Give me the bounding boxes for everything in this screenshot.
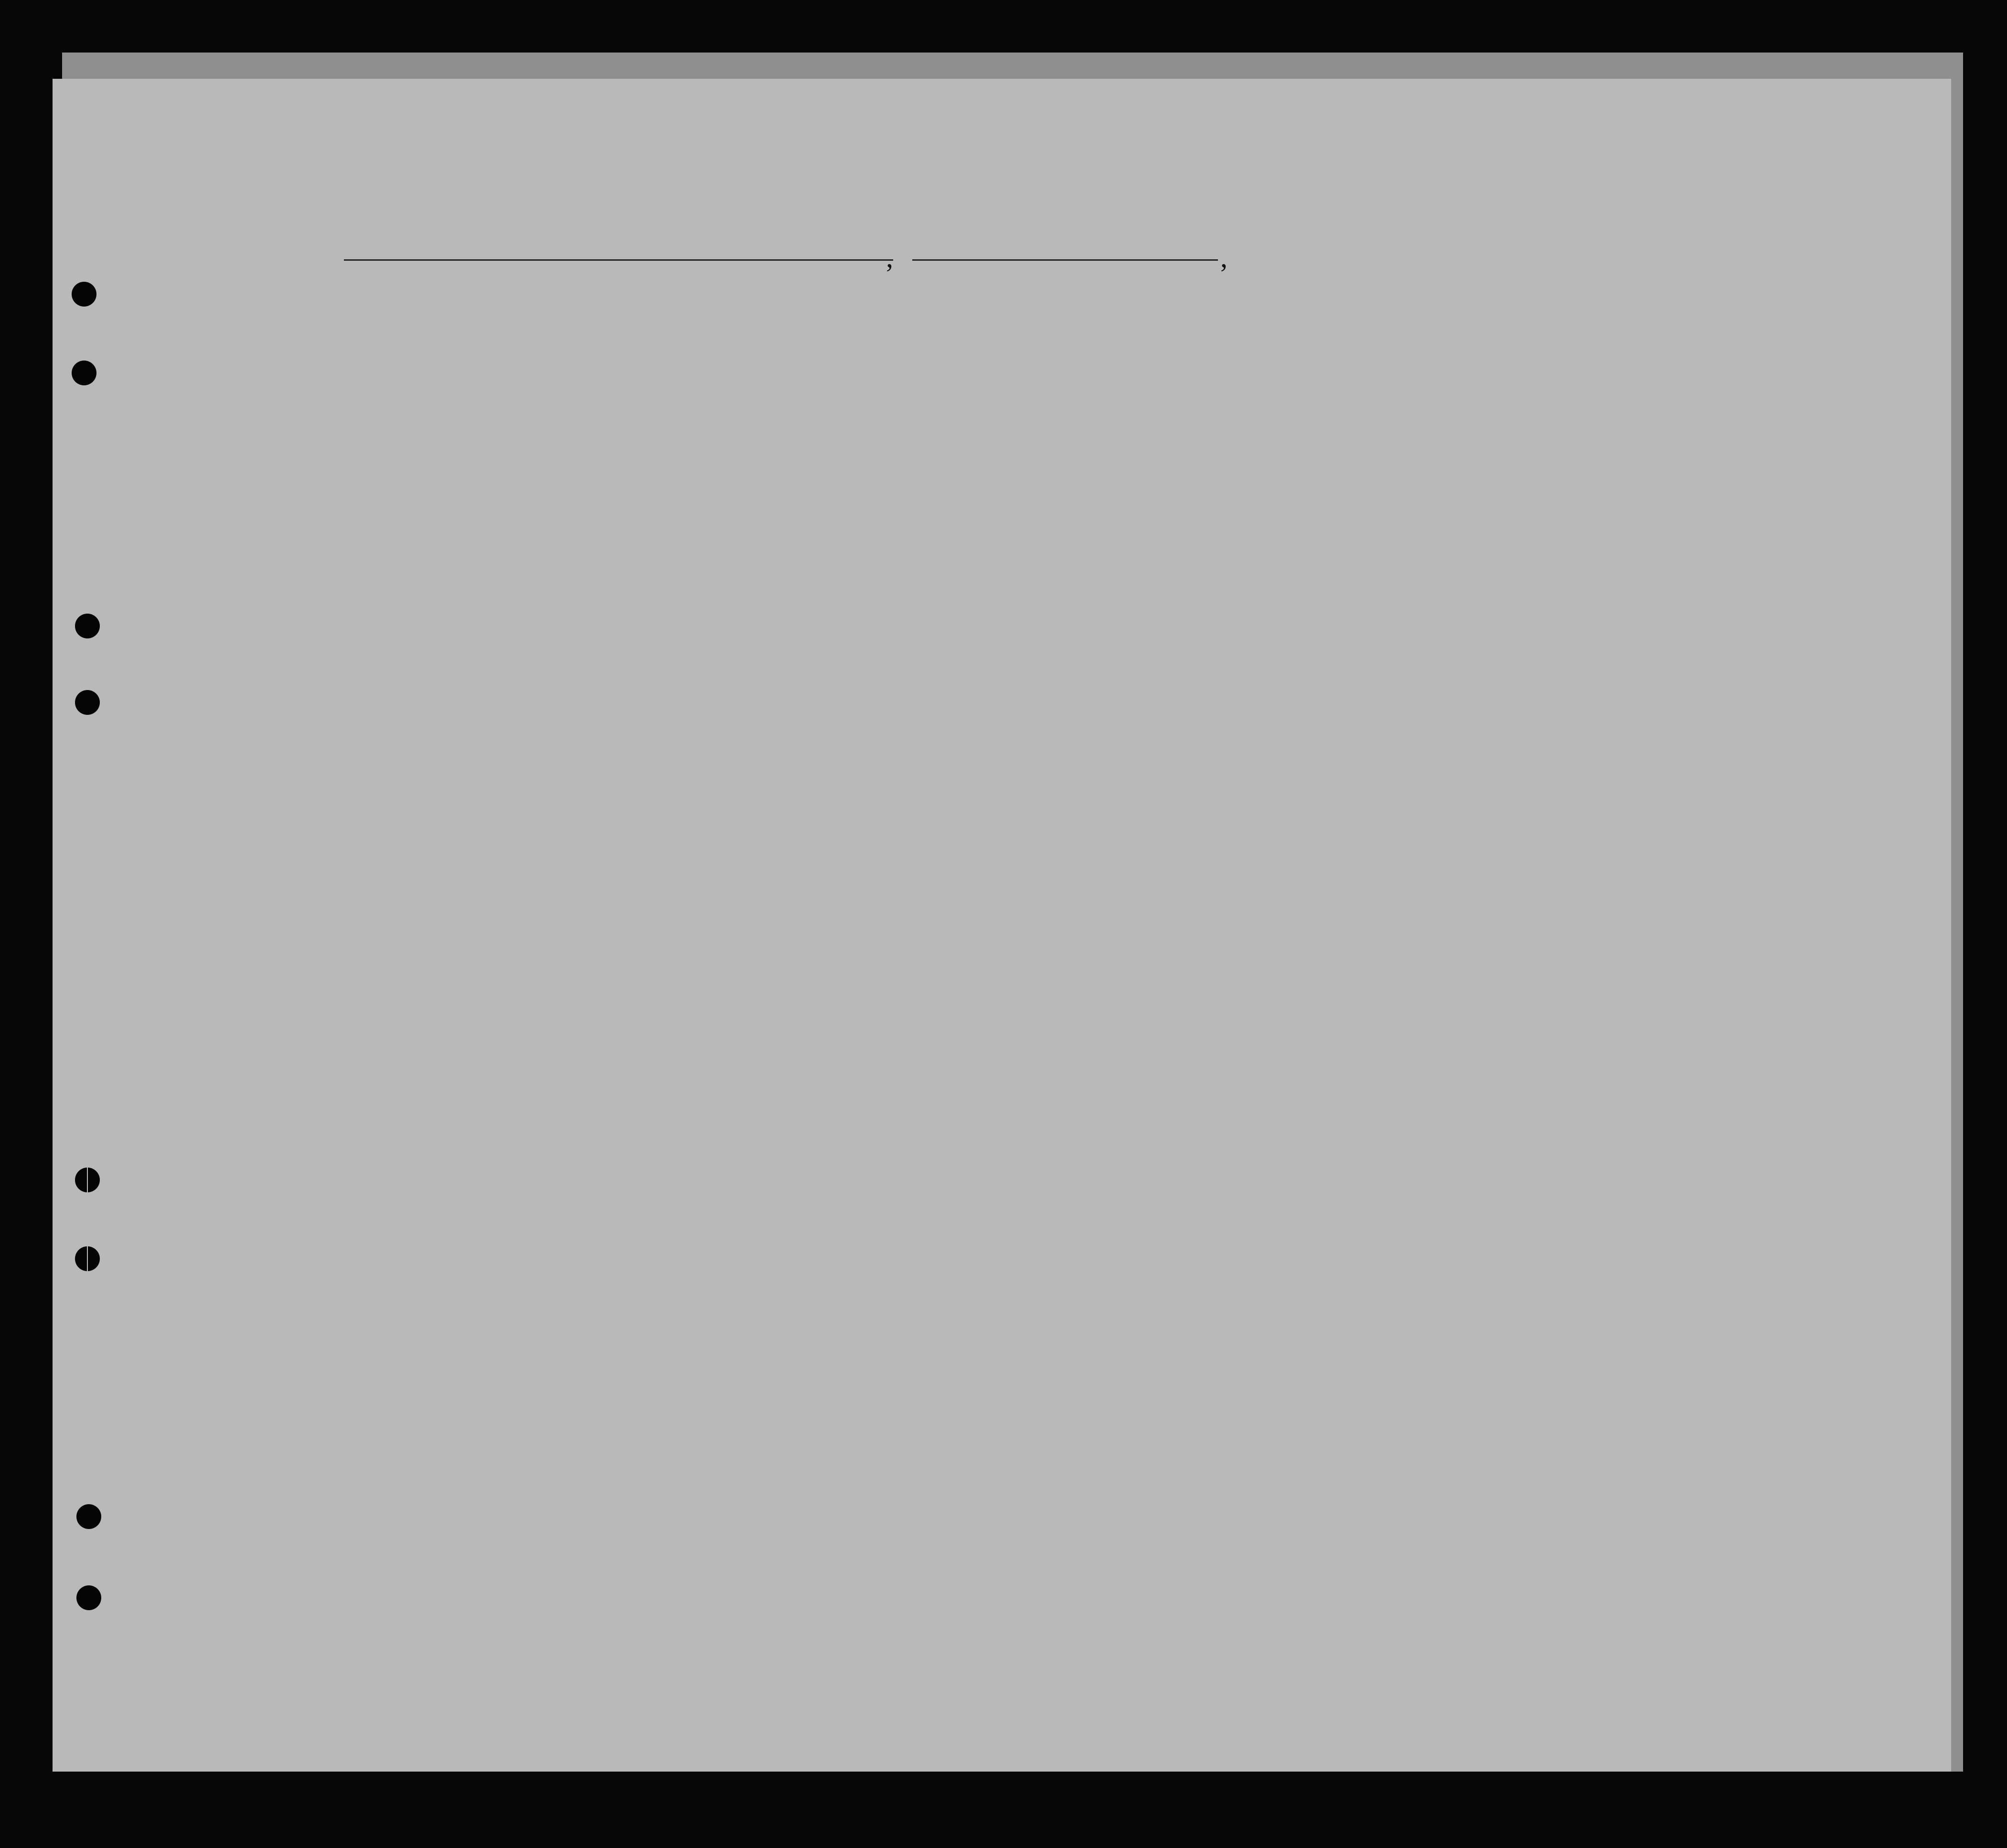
header-q28 (1397, 332, 1450, 532)
header-inches (1672, 466, 1691, 518)
manifest-sheet (53, 79, 1951, 1772)
header-q29 (1452, 332, 1497, 532)
punch-hole (72, 282, 96, 307)
header-q30 (1500, 346, 1533, 532)
punch-hole (75, 690, 100, 715)
manifest-grid (53, 79, 1951, 1772)
header-anarchist (1376, 346, 1395, 532)
header-purpose-return (1168, 339, 1206, 530)
header-purpose-length (1213, 339, 1251, 530)
punch-hole (75, 1168, 100, 1192)
comma-separator: , (886, 242, 893, 273)
punch-hole (72, 361, 96, 385)
punch-hole (76, 1504, 101, 1529)
comma-separator: , (1220, 242, 1228, 273)
punch-hole (75, 614, 100, 638)
header-money (693, 332, 721, 532)
header-feet (1648, 466, 1667, 518)
punch-hole (75, 1246, 100, 1271)
header-prison (1313, 332, 1345, 532)
header-polygamist (1351, 346, 1370, 532)
header-purpose-citizen (1261, 339, 1299, 530)
header-ticket (577, 332, 605, 532)
punch-hole (76, 1585, 101, 1610)
